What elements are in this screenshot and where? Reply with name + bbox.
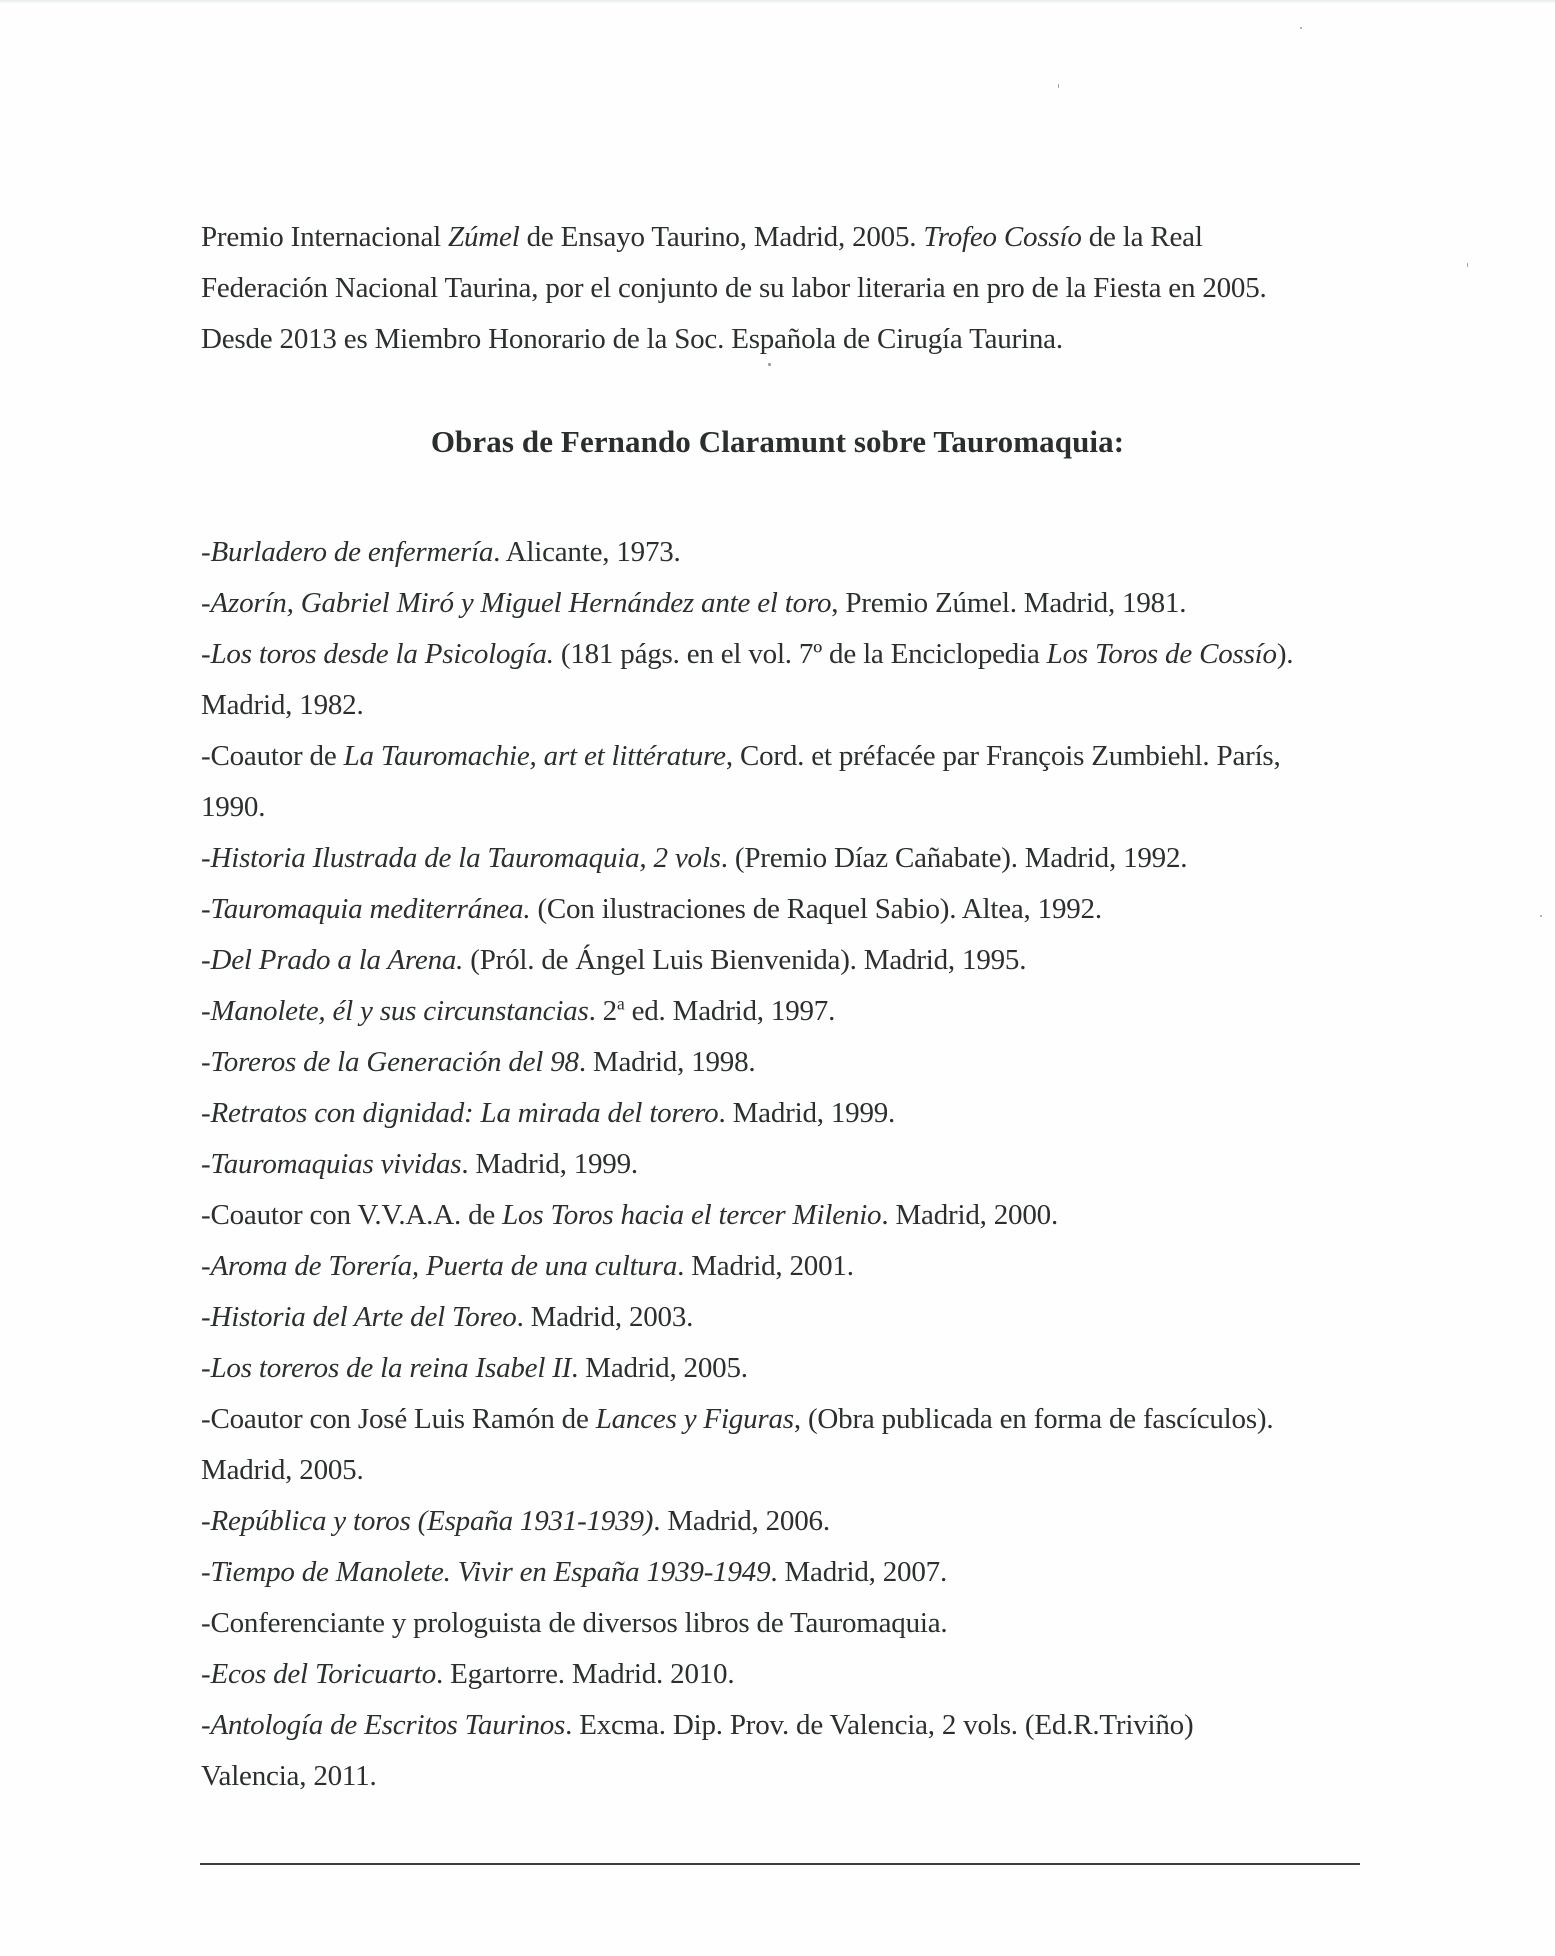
work-entry — [201, 527, 1401, 578]
intro-line-3: Desde 2013 es Miembro Honorario de la Soc. Española de Cirugía Taurina. — [201, 323, 1063, 355]
work-title: Toreros de la Generación del 98 — [210, 1046, 579, 1078]
footer-rule — [200, 1863, 1360, 1865]
text-run: - — [201, 944, 211, 976]
scan-speck — [1467, 263, 1468, 267]
work-entry — [201, 1598, 1401, 1649]
scan-speck — [1300, 27, 1302, 29]
text-run: . Madrid, 2000. — [881, 1199, 1058, 1231]
work-title: Lances y Figuras — [595, 1403, 794, 1435]
work-entry-continuation: Madrid, 2005. — [201, 1454, 364, 1486]
text-run: - — [201, 1046, 211, 1078]
text-run: - — [201, 1250, 211, 1282]
text-run: , Premio Zúmel. Madrid, 1981. — [831, 587, 1187, 619]
text-run: - — [201, 893, 211, 925]
text-run: . Madrid, 2005. — [571, 1352, 748, 1384]
work-title: Aroma de Torería, Puerta de una cultura — [210, 1250, 678, 1282]
work-title: Los toros desde la Psicología. — [210, 638, 554, 670]
text-run: . Madrid, 1999. — [461, 1148, 638, 1180]
work-title: Tauromaquias vividas — [210, 1148, 462, 1180]
work-entry — [201, 1292, 1401, 1343]
work-title: Antología de Escritos Taurinos — [210, 1709, 566, 1741]
work-entry — [201, 1139, 1401, 1190]
work-entry — [201, 731, 1401, 782]
text-run: . 2 — [588, 995, 617, 1027]
work-title: Azorín, Gabriel Miró y Miguel Hernández ante el toro — [210, 587, 832, 619]
work-title: Burladero de enfermería — [210, 536, 494, 568]
text-run: - — [201, 995, 211, 1027]
text-run: . Alicante, 1973. — [493, 536, 681, 568]
text-run: . (Premio Díaz Cañabate). Madrid, 1992. — [720, 842, 1188, 874]
work-entry — [201, 1700, 1401, 1751]
work-entry — [201, 1649, 1401, 1700]
text-run: de la Real — [1081, 221, 1203, 253]
text-run: ). — [1276, 638, 1294, 670]
text-run: - — [201, 1148, 211, 1180]
text-run: de Ensayo Taurino, Madrid, 2005. — [519, 221, 924, 253]
work-entry-continuation: Valencia, 2011. — [201, 1760, 377, 1792]
work-entry — [201, 578, 1401, 629]
text-run: -Conferenciante y prologuista de diversos libros de Tauromaquia. — [201, 1607, 948, 1639]
work-entry — [201, 1190, 1401, 1241]
text-run: - — [201, 638, 211, 670]
text-run: ed. Madrid, 1997. — [624, 995, 836, 1027]
text-run: - — [201, 1352, 211, 1384]
section-heading: Obras de Fernando Claramunt sobre Tauromaquia: — [430, 424, 1125, 459]
text-run: - — [201, 1097, 211, 1129]
text-run: - — [201, 842, 211, 874]
work-entry — [201, 1547, 1401, 1598]
italic-title: Trofeo Cossío — [923, 221, 1082, 253]
work-entry — [201, 1343, 1401, 1394]
work-entry — [201, 935, 1401, 986]
work-entry — [201, 629, 1401, 680]
work-entry — [201, 1241, 1401, 1292]
text-run: . Excma. Dip. Prov. de Valencia, 2 vols. (Ed.R.Triviño) — [565, 1709, 1194, 1741]
intro-paragraph — [201, 212, 1381, 365]
intro-line-2: Federación Nacional Taurina, por el conjunto de su labor literaria en pro de la Fiesta en 2005. — [201, 272, 1267, 304]
italic-title: Zúmel — [448, 221, 520, 253]
work-title: República y toros (España 1931-1939) — [210, 1505, 654, 1537]
scan-edge — [0, 0, 1555, 4]
work-entry — [201, 1088, 1401, 1139]
text-run: , Cord. et préfacée par François Zumbiehl. París, — [725, 740, 1281, 772]
work-entry — [201, 1394, 1401, 1445]
text-run: - — [201, 1658, 211, 1690]
superscript: a — [616, 993, 625, 1014]
text-run: . Madrid, 2003. — [516, 1301, 694, 1333]
text-run: - — [201, 536, 211, 568]
scan-speck — [1058, 84, 1059, 88]
work-entry — [201, 986, 1401, 1037]
text-run: . Madrid, 2001. — [677, 1250, 854, 1282]
works-list — [201, 527, 1401, 1802]
work-entry — [201, 1037, 1401, 1088]
text-run: - — [201, 1556, 211, 1588]
work-title: Historia del Arte del Toreo — [210, 1301, 517, 1333]
work-entry — [201, 833, 1401, 884]
text-run: (181 págs. en el vol. 7º de la Enciclopedia — [553, 638, 1047, 670]
text-run: -Coautor con José Luis Ramón de — [201, 1403, 596, 1435]
text-run: . Madrid, 2007. — [770, 1556, 947, 1588]
work-title: Manolete, él y sus circunstancias — [210, 995, 589, 1027]
text-run: - — [201, 1709, 211, 1741]
work-title: Retratos con dignidad: La mirada del torero — [210, 1097, 719, 1129]
work-title: Historia Ilustrada de la Tauromaquia, 2 vols — [210, 842, 721, 874]
text-run: - — [201, 1505, 211, 1537]
work-title: Tiempo de Manolete. Vivir en España 1939-1949 — [210, 1556, 771, 1588]
work-title: Tauromaquia mediterránea. — [210, 893, 531, 925]
work-title: La Tauromachie, art et littérature — [343, 740, 726, 772]
text-run: . Madrid, 1998. — [578, 1046, 756, 1078]
text-run: (Con ilustraciones de Raquel Sabio). Altea, 1992. — [530, 893, 1102, 925]
work-entry — [201, 884, 1401, 935]
text-run: . Egartorre. Madrid. 2010. — [436, 1658, 735, 1690]
work-title: Los Toros hacia el tercer Milenio — [502, 1199, 882, 1231]
scan-speck — [1540, 915, 1542, 917]
text-run: . Madrid, 2006. — [653, 1505, 830, 1537]
intro-line-1 — [201, 212, 1381, 263]
text-run: (Pról. de Ángel Luis Bienvenida). Madrid, 1995. — [463, 944, 1027, 976]
work-entry-continuation: Madrid, 1982. — [201, 689, 364, 721]
work-entry — [201, 1496, 1401, 1547]
text-run: , (Obra publicada en forma de fascículos). — [793, 1403, 1274, 1435]
text-run: - — [201, 587, 211, 619]
text-run: -Coautor con V.V.A.A. de — [201, 1199, 503, 1231]
text-run: - — [201, 1301, 211, 1333]
text-run: Premio Internacional — [201, 221, 449, 253]
text-run: -Coautor de — [201, 740, 344, 772]
work-title: Los toreros de la reina Isabel II — [210, 1352, 572, 1384]
work-title: Los Toros de Cossío — [1046, 638, 1277, 670]
work-title: Ecos del Toricuarto — [210, 1658, 436, 1690]
text-run: . Madrid, 1999. — [718, 1097, 896, 1129]
work-title: Del Prado a la Arena. — [210, 944, 464, 976]
work-entry-continuation: 1990. — [201, 791, 266, 823]
